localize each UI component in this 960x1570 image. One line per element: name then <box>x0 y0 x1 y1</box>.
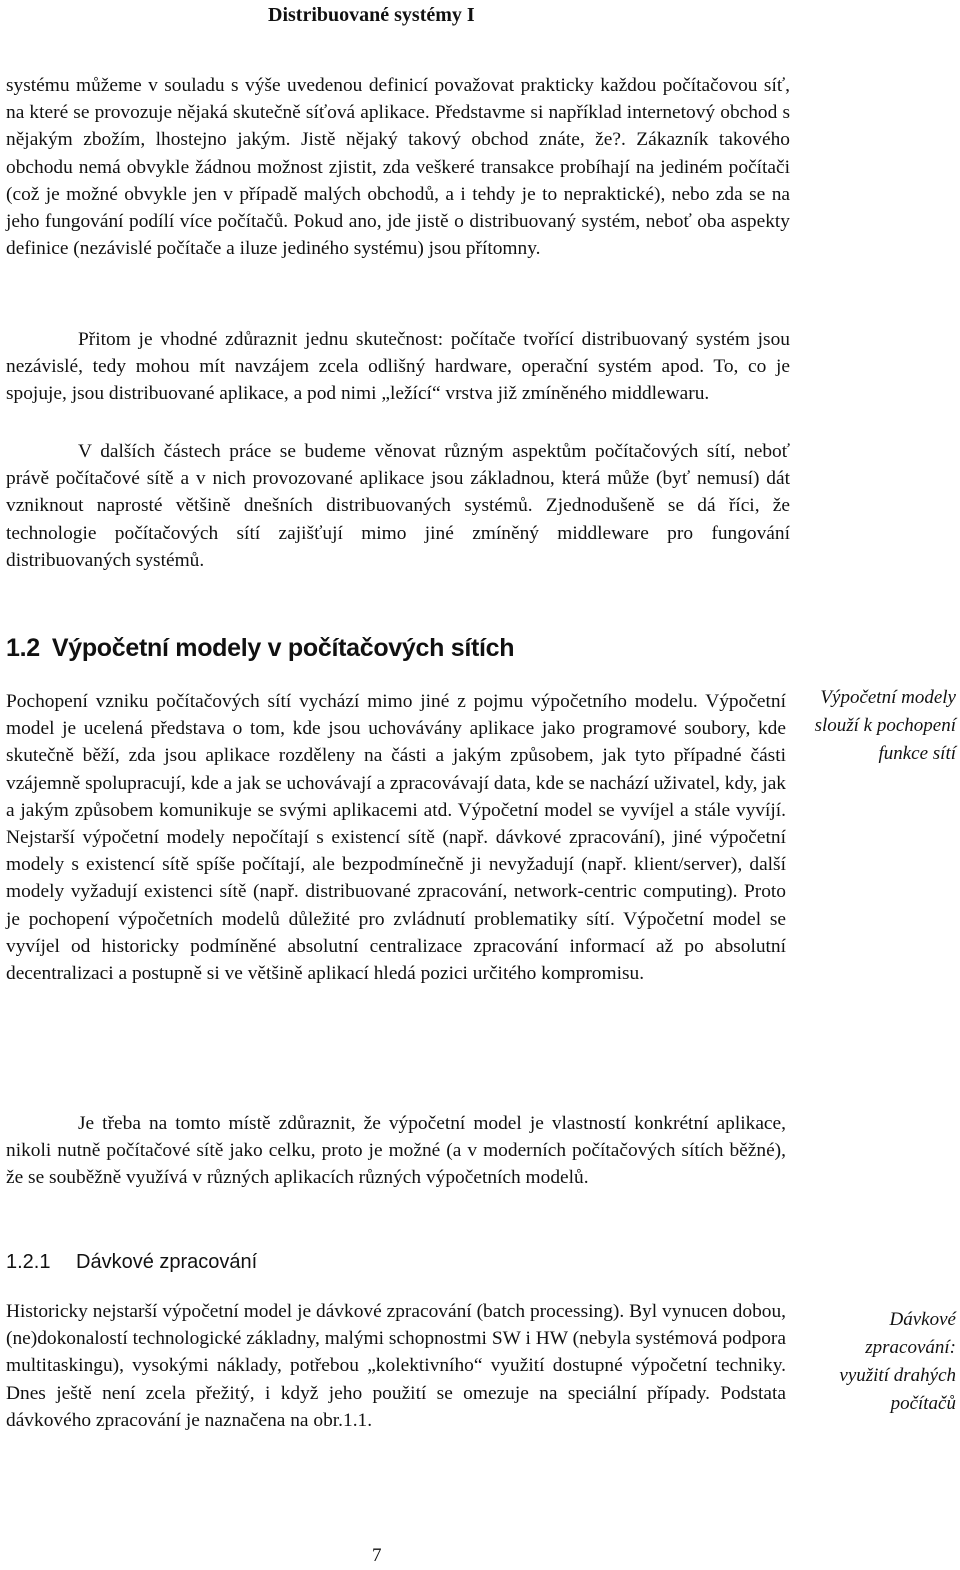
section-heading <box>6 632 514 664</box>
margin-note-batch-processing: Dávkové zpracování: využití drahých počítačů <box>839 1309 956 1414</box>
subsection-number: 1.2.1 <box>6 1251 51 1273</box>
subsection-title: Dávkové zpracování <box>76 1251 258 1273</box>
section-paragraph-1: Pochopení vzniku počítačových sítí vychází mimo jiné z pojmu výpočetního modelu. Výpočetní model je ucelená představa o tom, kde jsou uchovávány aplikace jako programové soubory, kde skutečně běží, zda jsou aplikace rozděleny na části a jakým způsobem, jak tyto případné části vzájemně spolupracují, kde a jak se uchovávají a zpracovávají data, kde se nachází uživatel, kdy, jak a jakým způsobem komunikuje se svými aplikacemi atd. Výpočetní model se vyvíjel a stále vyvíjí. Nejstarší výpočetní modely nepočítají s existencí sítě (např. dávkové zpracování), jiné výpočetní modely s existencí sítě spíše počítají, ale bezpodmínečně ji nevyžadují (např. klient/server), další modely vyžadují existenci sítě (např. distribuované zpracování, network-centric computing). Proto je pochopení výpočetních modelů důležité pro zvládnutí problematiky sítí. Výpočetní model se vyvíjel od historicky podmíněné absolutní centralizace zpracování informací až po absolutní decentralizaci a postupně si ve většině aplikací hledá pozici určitého kompromisu. <box>6 691 786 985</box>
subsection-paragraph-1: Historicky nejstarší výpočetní model je dávkové zpracování (batch processing). Byl vynucen dobou, (ne)dokonalostí technologické základny, malými schopnostmi SW i HW (nebyla systémová podpora multitaskingu), vysokými náklady, potřebou „kolektivního“ využití dostupné výpočetní techniky. Dnes ještě není zcela přežitý, i když jeho použití se omezuje na speciální případy. Podstata dávkového zpracování je naznačena na obr.1.1. <box>6 1301 786 1431</box>
section-title: Výpočetní modely v počítačových sítích <box>51 634 515 662</box>
page-number: 7 <box>372 1545 382 1566</box>
intro-paragraph-3: V dalších částech práce se budeme věnovat různým aspektům počítačových sítí, neboť právě počítačové sítě a v nich provozované aplikace jsou základnou, která může (byť nemusí) dát vzniknout naprosté většině dnešních distribuovaných systémů. Zjednodušeně se dá říci, že technologie počítačových sítí zajišťují mimo jiné zmíněný middleware pro fungování distribuovaných systémů. <box>6 441 790 571</box>
running-header: Distribuované systémy I <box>268 4 475 26</box>
subsection-heading <box>6 1248 257 1276</box>
margin-note-computing-models: Výpočetní modely slouží k pochopení funkce sítí <box>814 687 956 764</box>
section-number: 1.2 <box>6 634 40 662</box>
section-paragraph-2: Je třeba na tomto místě zdůraznit, že výpočetní model je vlastností konkrétní aplikace, nikoli nutně počítačové sítě jako celku, proto je možné (a v moderních počítačových sítích běžné), že se souběžně využívá v různých aplikacích různých výpočetních modelů. <box>6 1113 786 1189</box>
intro-paragraph-2: Přitom je vhodné zdůraznit jednu skutečnost: počítače tvořící distribuovaný systém jsou nezávislé, tedy mohou mít navzájem zcela odlišný hardware, operační systém apod. To, co je spojuje, jsou distribuované aplikace, a pod nimi „ležící“ vrstva již zmíněného middlewaru. <box>6 329 790 405</box>
intro-paragraph-1: systému můžeme v souladu s výše uvedenou definicí považovat prakticky každou počítačovou síť, na které se provozuje nějaká skutečně síťová aplikace. Představme si například internetový obchod s nějakým zbožím, lhostejno jakým. Jistě nějaký takový obchod znáte, že?. Zákazník takového obchodu nemá obvykle žádnou možnost zjistit, zda veškeré transakce probíhají na jediném počítači (což je možné obvykle jen v případě malých obchodů, a i tehdy je to nepraktické), nebo zda se na jeho fungování podílí více počítačů. Pokud ano, jde jistě o distribuovaný systém, neboť oba aspekty definice (nezávislé počítače a iluze jediného systému) jsou přítomny. <box>6 75 790 260</box>
